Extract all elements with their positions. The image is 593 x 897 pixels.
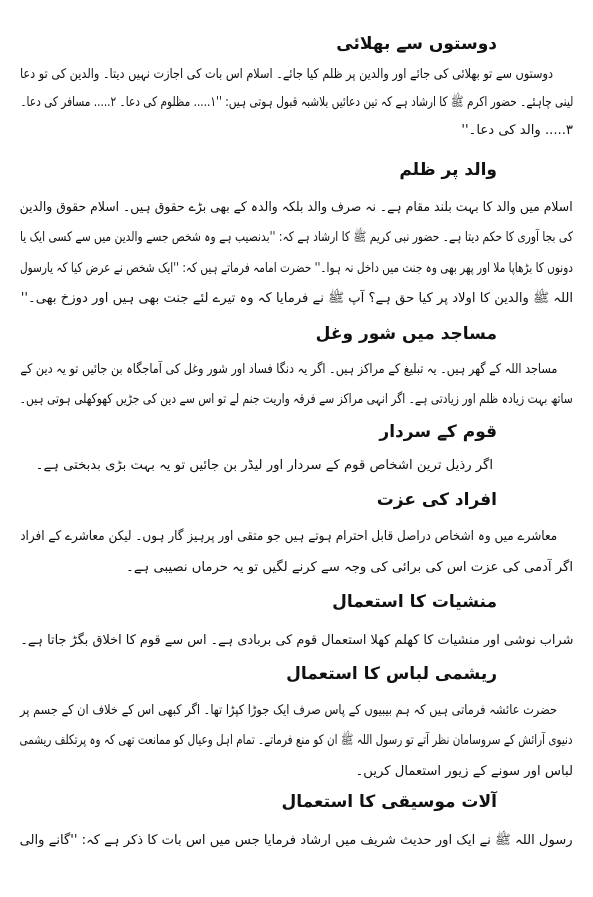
section-heading: ریشمی لباس کا استعمال bbox=[286, 664, 497, 684]
paragraph-line: لینی چاہئے۔ حضور اکرم ﷺ کا ارشاد ہے کہ تین دعائیں بلاشبہ قبول ہوتی ہیں: ''۱..... مظلوم کی دعا۔ ۲..... مسافر کی دعا۔ bbox=[20, 95, 573, 110]
section-heading: دوستوں سے بھلائی bbox=[336, 34, 497, 54]
paragraph-line: اسلام میں والد کا بہت بلند مقام ہے۔ نہ صرف والد بلکہ والدہ کے بھی بڑے حقوق ہیں۔ اسلام حقوق والدین bbox=[20, 200, 573, 215]
paragraph-line: اگر آدمی کی عزت اس کی برائی کی وجہ سے کرنے لگیں تو یہ حرماں نصیبی ہے۔ bbox=[126, 560, 573, 575]
paragraph-line: اگر رذیل ترین اشخاص قوم کے سردار اور لیڈر بن جائیں تو یہ بہت بڑی بدبختی ہے۔ bbox=[35, 458, 493, 473]
section-heading: قوم کے سردار bbox=[379, 422, 497, 442]
section-heading: افراد کی عزت bbox=[376, 490, 497, 510]
paragraph-line: مساجد اللہ کے گھر ہیں۔ یہ تبلیغ کے مراکز ہیں۔ اگر یہ دنگا فساد اور شور وغل کی آماجگاہ بن جائیں تو یہ دین کے bbox=[20, 362, 557, 377]
paragraph-line: لباس اور سونے کے زیور استعمال کریں۔ bbox=[355, 764, 573, 779]
section-heading: آلات موسیقی کا استعمال bbox=[281, 792, 497, 812]
paragraph-line: حضرت عائشہ فرماتی ہیں کہ ہم بیبیوں کے پاس صرف ایک جوڑا کپڑا تھا۔ اگر کبھی اس کے خلاف ان کے جسم پر bbox=[20, 703, 557, 718]
paragraph-line: دوستوں سے تو بھلائی کی جائے اور والدین پر ظلم کیا جائے۔ اسلام اس بات کی اجازت نہیں دیتا۔ والدین کی تو دعا bbox=[20, 67, 553, 82]
paragraph-line: کی بجا آوری کا حکم دیتا ہے۔ حضور نبی کریم ﷺ کا ارشاد ہے کہ: ''بدنصیب ہے وہ شخص جسے والدین میں سے کسی ایک یا bbox=[20, 230, 573, 245]
paragraph-line: دونوں کا بڑھاپا ملا اور پھر بھی وہ جنت میں داخل نہ ہوا۔'' حضرت امامہ فرماتے ہیں کہ: ''ایک شخص نے عرض کیا کہ یارسول bbox=[20, 261, 573, 276]
section-heading: والد پر ظلم bbox=[399, 160, 497, 180]
paragraph-line: ۳..... والد کی دعا۔'' bbox=[461, 123, 573, 138]
paragraph-line: اللہ ﷺ والدین کا اولاد پر کیا حق ہے؟ آپ ﷺ نے فرمایا کہ وہ تیرے لئے جنت بھی ہیں اور دوزخ بھی۔'' bbox=[20, 291, 573, 306]
paragraph-line: معاشرے میں وہ اشخاص دراصل قابل احترام ہوتے ہیں جو متقی اور پرہیز گار ہوں۔ لیکن معاشرے کے افراد bbox=[20, 529, 557, 544]
section-heading: منشیات کا استعمال bbox=[332, 592, 497, 612]
paragraph-line: ساتھ بہت زیادہ ظلم اور زیادتی ہے۔ اگر انہی مراکز سے فرقہ واریت جنم لے تو اس سے دین کی جڑیں کھوکھلی ہوتی ہیں۔ bbox=[20, 392, 573, 407]
paragraph-line: شراب نوشی اور منشیات کا کھلم کھلا استعمال قوم کی بربادی ہے۔ اس سے قوم کا اخلاق بگڑ جاتا ہے۔ bbox=[20, 633, 573, 648]
paragraph-line: رسول اللہ ﷺ نے ایک اور حدیث شریف میں ارشاد فرمایا جس میں اس بات کا ذکر ہے کہ: ''گانے والی bbox=[20, 833, 573, 848]
section-heading: مساجد میں شور وغل bbox=[315, 324, 497, 344]
paragraph-line: دنیوی آرائش کے سروسامان نظر آتے تو رسول اللہ ﷺ ان کو منع فرماتے۔ تمام اہل وعیال کو ممانعت تھی کہ وہ پرتکلف ریشمی bbox=[20, 733, 573, 748]
